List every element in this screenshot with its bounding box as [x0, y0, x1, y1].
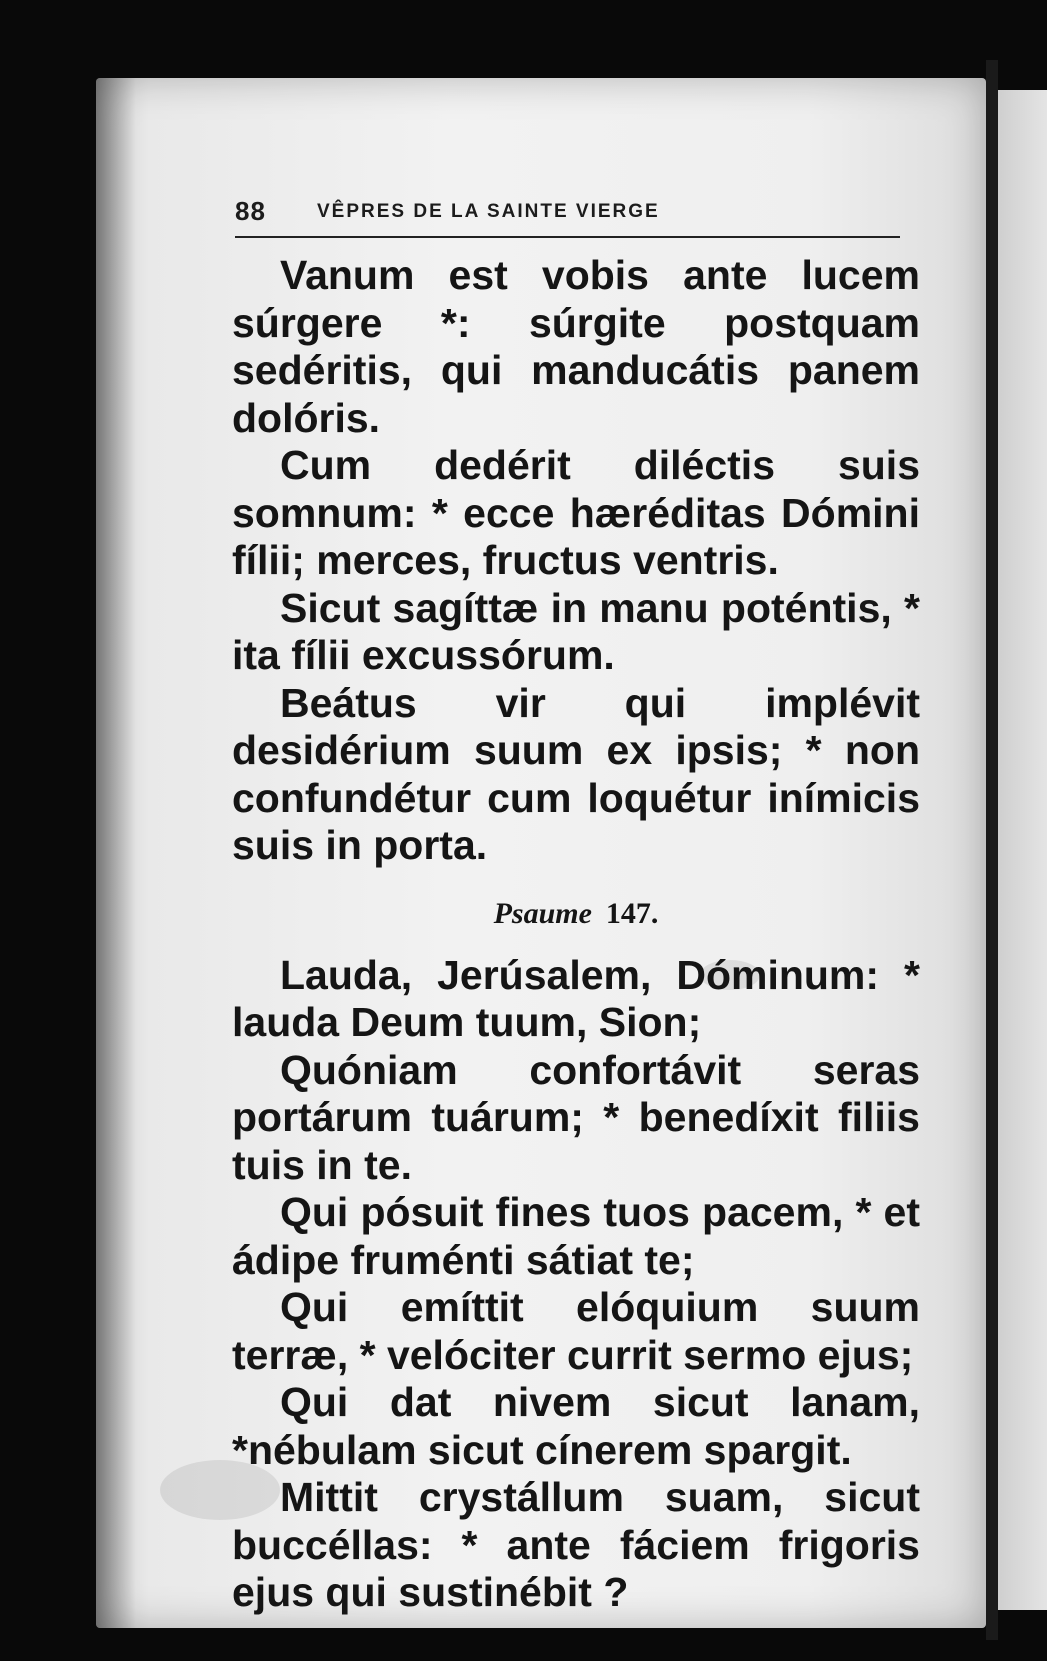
verse: Qui dat nivem sicut lanam, *nébulam sicut cínerem spargit.: [232, 1379, 920, 1473]
psalm-number: 147.: [605, 896, 659, 930]
facing-page-edge: [998, 90, 1047, 1610]
running-title: VÊPRES DE LA SAINTE VIERGE: [317, 201, 660, 222]
verse: Mittit crystállum suam, sicut buccéllas: * ante fáciem frigoris ejus qui sustinébit ?: [232, 1474, 920, 1615]
psalm-label: Psaume: [493, 896, 592, 930]
psalm-heading: [232, 896, 920, 932]
verse: Sicut sagíttæ in manu poténtis, * ita fílii excussórum.: [232, 584, 920, 678]
page-gutter: [986, 60, 998, 1640]
verse: Cum dedérit diléctis suis somnum: * ecce hæréditas Dómini fílii; merces, fructus ventris.: [232, 442, 920, 583]
verse: Beátus vir qui implévit desidérium suum ex ipsis; * non confundétur cum loquétur inímicis suis in porta.: [232, 679, 920, 868]
spine-shadow: [96, 78, 136, 1628]
verse: Lauda, Jerúsalem, Dóminum: * lauda Deum tuum, Sion;: [232, 951, 920, 1045]
verse: Vanum est vobis ante lucem súrgere *: súrgite postquam sedéritis, qui manducátis panem dolóris.: [232, 252, 920, 441]
verse: Quóniam confortávit seras portárum tuárum; * benedíxit filiis tuis in te.: [232, 1046, 920, 1188]
page-text: [232, 252, 920, 1617]
running-head: [235, 196, 900, 238]
page-number: 88: [235, 196, 266, 226]
verse: Qui pósuit fines tuos pacem, * et ádipe fruménti sátiat te;: [232, 1189, 920, 1283]
verse: Qui emíttit elóquium suum terræ, * velóciter currit sermo ejus;: [232, 1284, 920, 1378]
